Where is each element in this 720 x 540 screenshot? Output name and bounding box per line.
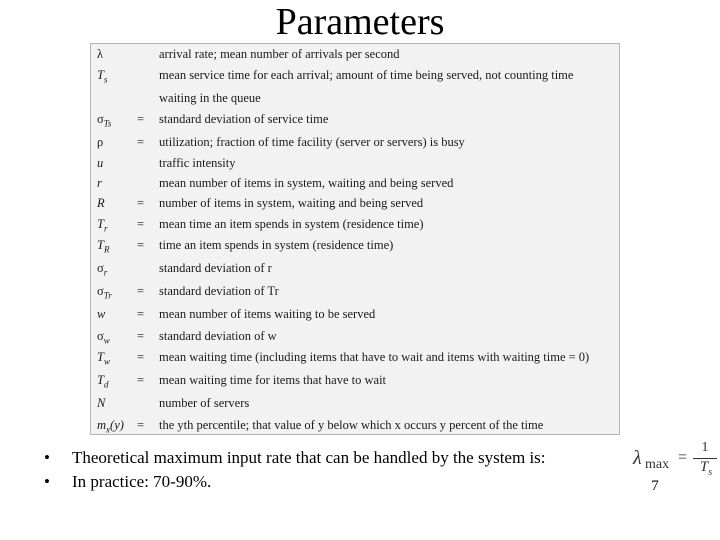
parameter-row (91, 153, 621, 174)
parameter-symbol-main: ρ (97, 135, 104, 149)
parameter-row (91, 304, 621, 325)
parameter-row (91, 281, 621, 302)
parameter-symbol (97, 153, 103, 174)
bullet-item (44, 470, 546, 494)
formula-denominator-sub: s (708, 467, 713, 478)
parameter-row (91, 132, 621, 153)
parameter-row (91, 214, 621, 235)
parameter-description: utilization; fraction of time facility (server or servers) is busy (159, 135, 465, 149)
parameter-symbol (97, 235, 109, 261)
parameter-symbol (97, 304, 105, 325)
parameter-equals: = (137, 418, 145, 432)
parameter-symbol (97, 415, 124, 441)
formula-numerator: 1 (701, 440, 709, 455)
parameter-symbol-subscript: r (103, 267, 108, 278)
bullet-item (44, 446, 546, 470)
parameter-symbol-main: N (97, 396, 106, 410)
parameter-symbol-main: m (97, 418, 107, 432)
parameter-equals: = (137, 284, 145, 298)
parameter-equals: = (137, 196, 145, 210)
slide-title: Parameters (275, 1, 445, 43)
parameter-symbol-main: σ (97, 329, 104, 343)
parameter-description: time an item spends in system (residence time) (159, 238, 394, 252)
parameter-description: standard deviation of service time (159, 112, 329, 126)
parameter-row (91, 193, 621, 214)
parameter-symbol (97, 44, 103, 65)
parameter-description: standard deviation of w (159, 329, 277, 343)
page-number: 7 (651, 478, 659, 494)
parameter-row (91, 326, 621, 347)
formula-subscript: max (645, 457, 670, 472)
parameter-description: mean time an item spends in system (residence time) (159, 217, 424, 231)
parameter-symbol-main: σ (97, 261, 104, 275)
parameter-description: mean waiting time (including items that have to wait and items with waiting time = 0) (159, 350, 590, 364)
formula-denominator (693, 459, 719, 478)
parameter-description: mean waiting time for items that have to wait (159, 373, 387, 387)
formula-lambda: λ (633, 447, 642, 469)
parameter-symbol (97, 370, 108, 396)
parameter-row (91, 258, 621, 279)
parameter-symbol-subscript: w (103, 356, 110, 367)
parameter-row (91, 415, 621, 436)
parameter-symbol-main: σ (97, 284, 104, 298)
parameters-table (90, 43, 620, 435)
parameter-symbol (97, 173, 102, 194)
parameter-row (91, 109, 621, 130)
parameter-symbol-main: σ (97, 112, 104, 126)
parameter-equals: = (137, 217, 145, 231)
lambda-max-formula (633, 440, 718, 482)
parameter-symbol-main: T (97, 238, 104, 252)
parameter-description: the yth percentile; that value of y below which x occurs y percent of the time (159, 418, 544, 432)
formula-denominator-t: T (699, 459, 709, 475)
parameter-row (91, 65, 621, 86)
bullet-dot: • (44, 448, 50, 467)
parameter-symbol-main: R (97, 196, 105, 210)
parameter-row (91, 347, 621, 368)
parameter-symbol-main: w (97, 307, 106, 321)
parameter-equals: = (137, 112, 145, 126)
parameter-symbol-main: r (97, 176, 102, 190)
formula-equals: = (678, 449, 688, 466)
parameter-description: waiting in the queue (159, 91, 261, 105)
parameter-description: number of items in system, waiting and being served (159, 196, 424, 210)
parameter-symbol (97, 393, 105, 414)
parameter-description: number of servers (159, 396, 250, 410)
parameter-symbol-main: T (97, 373, 104, 387)
parameter-equals: = (137, 373, 145, 387)
parameter-description: standard deviation of Tr (159, 284, 279, 298)
parameter-symbol-subscript: r (103, 223, 108, 234)
parameter-description: standard deviation of r (159, 261, 272, 275)
parameter-symbol-subscript: Tr (103, 290, 112, 301)
parameter-symbol (97, 193, 105, 214)
parameter-description: traffic intensity (159, 156, 236, 170)
parameter-symbol (97, 347, 110, 373)
parameter-equals: = (137, 238, 145, 252)
parameter-symbol-subscript: R (103, 244, 110, 255)
parameter-description: mean number of items waiting to be served (159, 307, 376, 321)
parameter-symbol-main: T (97, 68, 104, 82)
parameter-symbol-main: u (97, 156, 104, 170)
parameter-symbol-subscript: x (106, 424, 111, 435)
parameter-description: mean number of items in system, waiting and being served (159, 176, 454, 190)
parameter-row (91, 370, 621, 391)
parameter-equals: = (137, 350, 145, 364)
parameter-description: arrival rate; mean number of arrivals per second (159, 47, 400, 61)
parameter-symbol-subscript: w (103, 335, 110, 346)
parameter-row (91, 393, 621, 414)
parameter-row (91, 44, 621, 65)
parameter-symbol-main: λ (97, 47, 104, 61)
parameter-symbol-suffix: (y) (110, 418, 124, 432)
parameter-symbol-main: T (97, 217, 104, 231)
parameter-symbol (97, 109, 111, 135)
parameter-symbol-subscript: d (103, 379, 109, 390)
parameter-description: mean service time for each arrival; amount of time being served, not counting time (159, 68, 574, 82)
parameter-symbol (97, 281, 112, 307)
bullet-list (44, 446, 546, 494)
parameter-symbol-subscript: Ts (103, 118, 112, 129)
parameter-symbol (97, 132, 103, 153)
parameter-symbol (97, 258, 107, 284)
parameter-row (91, 88, 621, 109)
parameter-equals: = (137, 135, 145, 149)
parameter-row (91, 173, 621, 194)
parameter-equals: = (137, 307, 145, 321)
parameter-equals: = (137, 329, 145, 343)
bullet-text: Theoretical maximum input rate that can be handled by the system is: (72, 448, 546, 467)
parameter-row (91, 235, 621, 256)
parameter-symbol-main: T (97, 350, 104, 364)
bullet-dot: • (44, 472, 50, 491)
bullet-text: In practice: 70-90%. (72, 472, 212, 491)
parameter-symbol-subscript: s (103, 74, 108, 85)
parameter-symbol (97, 65, 107, 91)
